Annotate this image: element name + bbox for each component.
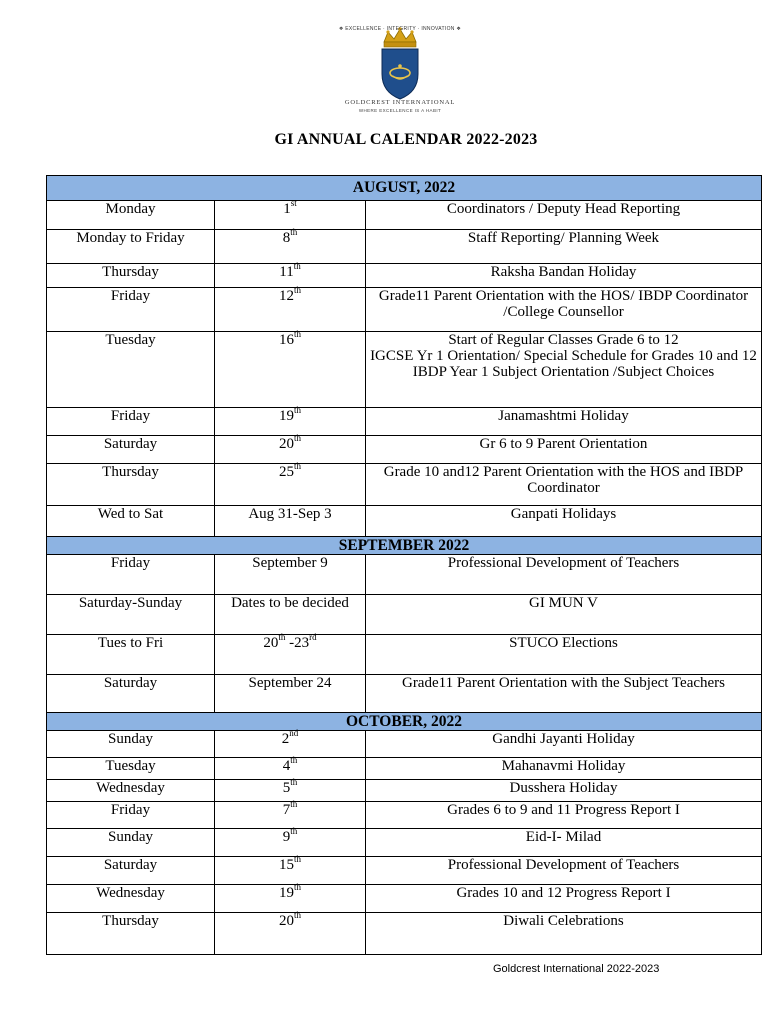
event-cell: GI MUN V (529, 595, 598, 611)
month-header (46, 712, 762, 731)
table-row (46, 198, 762, 230)
crest-motto: ❖ EXCELLENCE · INTEGRITY · INNOVATION ❖ (338, 26, 462, 32)
date-cell (215, 675, 366, 712)
date-ordinal-suffix: rd (309, 632, 317, 642)
day-cell: Saturday (47, 436, 215, 463)
date-cell (215, 433, 366, 463)
date-value: 1 (283, 201, 291, 217)
date-cell (215, 198, 366, 229)
table-row (46, 675, 762, 713)
day-cell: Sunday (47, 731, 215, 757)
day-cell: Wednesday (47, 885, 215, 912)
month-header-label: SEPTEMBER 2022 (338, 536, 470, 554)
event-cell: Grades 6 to 9 and 11 Progress Report I (447, 802, 680, 818)
table-row (46, 227, 762, 264)
day-cell: Monday to Friday (47, 230, 215, 263)
day-cell: Saturday (47, 857, 215, 884)
event-cell: STUCO Elections (509, 635, 618, 651)
date-cell (215, 595, 366, 634)
day-cell: Tuesday (47, 332, 215, 407)
day-cell: Saturday (47, 675, 215, 712)
date-cell (215, 882, 366, 912)
month-header-label: OCTOBER, 2022 (346, 712, 462, 730)
date-ordinal-suffix: th (290, 227, 298, 237)
day-cell: Wednesday (47, 780, 215, 801)
date-cell (215, 854, 366, 884)
day-cell: Wed to Sat (47, 506, 215, 536)
date-value: 7 (282, 802, 291, 818)
date-ordinal-suffix: th (293, 882, 301, 892)
month-header (46, 536, 762, 555)
event-cell: Ganpati Holidays (510, 506, 617, 522)
goldcrest-crest-logo (340, 22, 460, 122)
table-row (46, 461, 762, 506)
month-header (46, 175, 762, 201)
date-ordinal-suffix: th (278, 632, 286, 642)
date-ordinal-suffix: th (290, 799, 298, 809)
calendar-table (46, 175, 762, 955)
page-footer: Goldcrest International 2022-2023 (493, 963, 660, 975)
table-row (46, 854, 762, 885)
day-cell: Tuesday (47, 758, 215, 779)
date-ordinal-suffix: nd (289, 728, 299, 738)
event-cell: Grade 10 and12 Parent Orientation with the HOS and IBDP Coordinator (383, 464, 744, 496)
day-cell: Monday (47, 201, 215, 229)
table-row (46, 826, 762, 857)
date-value: 20 (263, 635, 279, 651)
table-row (46, 799, 762, 829)
event-cell: Diwali Celebrations (503, 913, 624, 929)
date-cell (215, 910, 366, 954)
organization-name: GOLDCREST INTERNATIONAL (344, 99, 456, 106)
date-ordinal-suffix: th (293, 285, 301, 295)
event-cell: Janamashtmi Holiday (498, 408, 629, 424)
date-cell (215, 506, 366, 536)
date-cell (215, 632, 366, 674)
table-row (46, 506, 762, 537)
shield-icon (382, 49, 418, 99)
date-value: 9 (282, 829, 291, 845)
event-cell: Grades 10 and 12 Progress Report I (456, 885, 671, 901)
event-cell: Dusshera Holiday (509, 780, 618, 796)
date-cell (215, 799, 366, 828)
date-ordinal-suffix: th (290, 755, 298, 765)
event-cell: Gandhi Jayanti Holiday (492, 731, 635, 747)
day-cell: Friday (47, 288, 215, 331)
table-row (46, 433, 762, 464)
date-value: 25 (278, 464, 294, 480)
table-row (46, 329, 762, 408)
date-value: 16 (278, 332, 294, 348)
date-value: 20 (278, 436, 294, 452)
date-ordinal-suffix: th (293, 329, 301, 339)
date-value: 20 (278, 913, 294, 929)
day-cell: Sunday (47, 829, 215, 856)
date-value: 19 (278, 408, 294, 424)
date-cell (215, 755, 366, 779)
date-value: 19 (278, 885, 294, 901)
date-value: 2 (281, 731, 290, 747)
date-ordinal-suffix: st (290, 198, 297, 208)
day-cell: Thursday (47, 913, 215, 954)
date-cell (215, 329, 366, 407)
event-cell: Eid-I- Milad (525, 829, 602, 845)
date-cell (215, 777, 366, 801)
table-row (46, 882, 762, 913)
date-ordinal-suffix: th (293, 854, 301, 864)
table-row (46, 405, 762, 436)
event-cell: Coordinators / Deputy Head Reporting (446, 201, 681, 217)
document-title: GI ANNUAL CALENDAR 2022-2023 (274, 131, 538, 148)
table-row (46, 755, 762, 780)
month-header-label: AUGUST, 2022 (352, 179, 456, 196)
date-value-end: -23 (285, 635, 310, 651)
event-cell: Start of Regular Classes Grade 6 to 12 IGCSE Yr 1 Orientation/ Special Schedule for Grades 10 and 12 IBDP Year 1 Subject Orientation /Subject Choices (370, 332, 757, 380)
date-value: 8 (282, 230, 291, 246)
event-cell: Staff Reporting/ Planning Week (467, 230, 660, 246)
date-cell (215, 261, 366, 287)
date-value: Dates to be decided (231, 595, 349, 611)
date-value: 15 (278, 857, 294, 873)
date-cell (215, 555, 366, 594)
date-value: September 24 (248, 675, 332, 691)
date-ordinal-suffix: th (293, 461, 301, 471)
date-ordinal-suffix: th (293, 433, 301, 443)
day-cell: Thursday (47, 464, 215, 505)
table-row (46, 910, 762, 955)
table-row (46, 595, 762, 635)
event-cell: Raksha Bandan Holiday (490, 264, 637, 280)
date-ordinal-suffix: th (290, 826, 298, 836)
table-row (46, 777, 762, 802)
day-cell: Friday (47, 802, 215, 828)
table-row (46, 285, 762, 332)
day-cell: Friday (47, 408, 215, 435)
event-cell: Professional Development of Teachers (447, 555, 680, 571)
date-value: 11 (279, 264, 294, 280)
date-ordinal-suffix: th (293, 261, 301, 271)
day-cell: Thursday (47, 264, 215, 287)
event-cell: Grade11 Parent Orientation with the Subject Teachers (401, 675, 725, 691)
date-value: 12 (278, 288, 294, 304)
date-ordinal-suffix: th (293, 910, 301, 920)
day-cell: Friday (47, 555, 215, 594)
event-cell: Mahanavmi Holiday (501, 758, 626, 774)
table-row (46, 632, 762, 675)
date-cell (215, 826, 366, 856)
table-row (46, 555, 762, 595)
date-cell (215, 285, 366, 331)
date-value: 5 (282, 780, 291, 796)
day-cell: Tues to Fri (47, 635, 215, 674)
date-value: Aug 31-Sep 3 (248, 506, 332, 522)
date-cell (215, 227, 366, 263)
date-ordinal-suffix: th (293, 405, 301, 415)
event-cell: Grade11 Parent Orientation with the HOS/ IBDP Coordinator /College Counsellor (378, 288, 749, 320)
day-cell: Saturday-Sunday (47, 595, 215, 634)
date-cell (215, 461, 366, 505)
event-cell: Gr 6 to 9 Parent Orientation (479, 436, 648, 452)
table-row (46, 728, 762, 758)
event-cell: Professional Development of Teachers (447, 857, 680, 873)
table-row (46, 261, 762, 288)
date-value: September 9 (252, 555, 328, 571)
date-value: 4 (282, 758, 291, 774)
date-cell (215, 728, 366, 757)
date-cell (215, 405, 366, 435)
organization-tagline: WHERE EXCELLENCE IS A HABIT (358, 108, 442, 113)
date-ordinal-suffix: th (290, 777, 298, 787)
